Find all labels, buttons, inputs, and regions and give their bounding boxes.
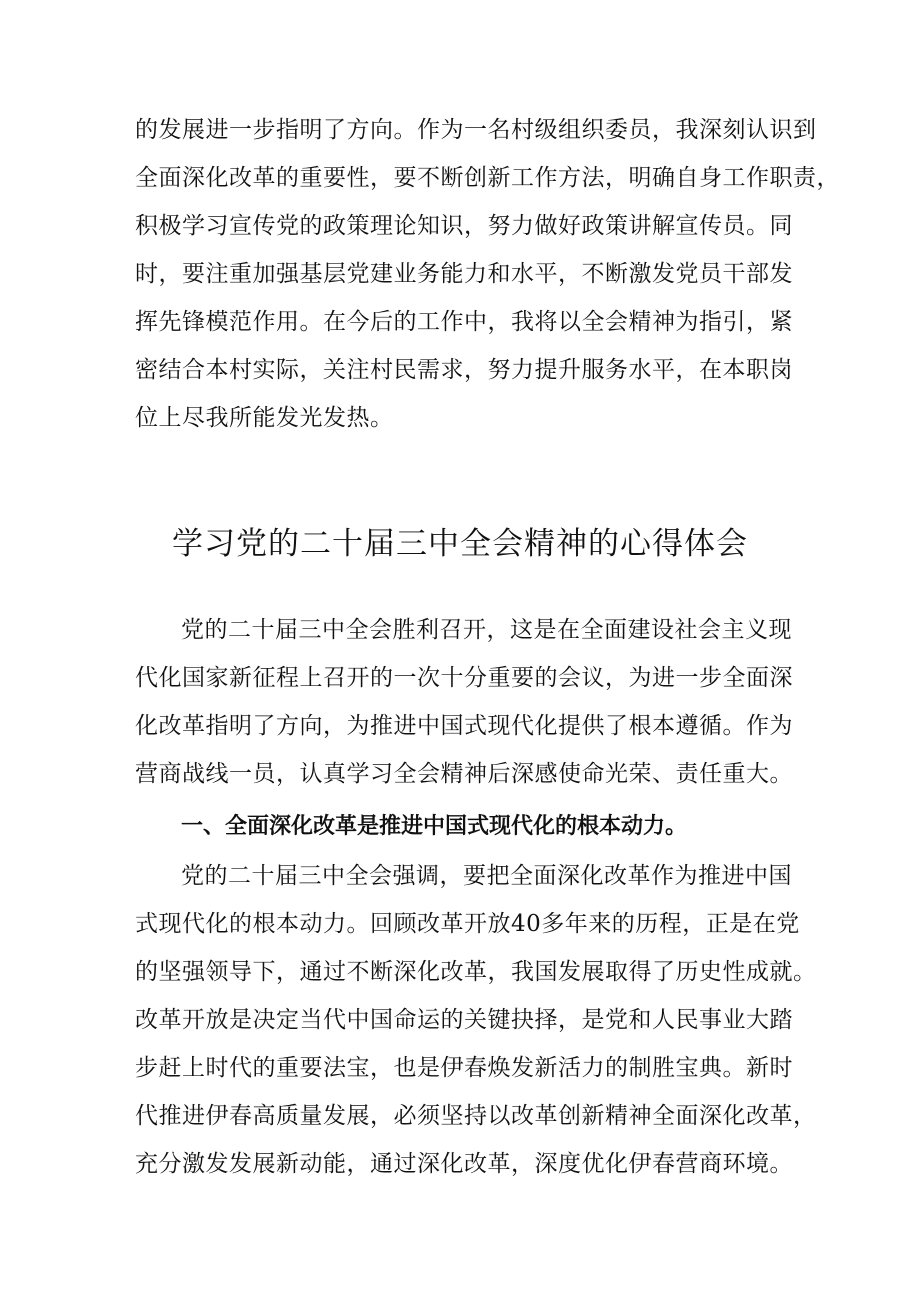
continued-paragraph <box>135 110 840 431</box>
section-heading-block <box>135 807 790 847</box>
section-heading: 一、全面深化改革是推进中国式现代化的根本动力。 <box>181 814 688 839</box>
paragraph-line: 代推进伊春高质量发展，必须坚持以改革创新精神全面深化改革， <box>135 1103 817 1129</box>
paragraph-line: 全面深化改革的重要性，要不断创新工作方法，明确自身工作职责， <box>135 165 840 191</box>
paragraph-line: 位上尽我所能发光发热。 <box>135 405 394 431</box>
paragraph-line: 党的二十届三中全会强调，要把全面深化改革作为推进中国 <box>181 863 792 889</box>
paragraph-line: 的发展进一步指明了方向。作为一名村级组织委员，我深刻认识到 <box>135 117 817 143</box>
intro-paragraph <box>135 610 793 810</box>
paragraph-line: 式现代化的根本动力。回顾改革开放40多年来的历程，正是在党 <box>135 911 800 937</box>
paragraph-line: 充分激发发展新动能，通过深化改革，深度优化伊春营商环境。 <box>135 1151 793 1177</box>
article-title: 学习党的二十届三中全会精神的心得体会 <box>172 526 748 562</box>
paragraph-line: 步赶上时代的重要法宝，也是伊春焕发新活力的制胜宝典。新时 <box>135 1055 793 1081</box>
body-paragraph <box>135 856 817 1196</box>
paragraph-line: 时，要注重加强基层党建业务能力和水平，不断激发党员干部发 <box>135 261 793 287</box>
paragraph-line: 党的二十届三中全会胜利召开，这是在全面建设社会主义现 <box>181 617 792 643</box>
paragraph-line: 密结合本村实际，关注村民需求，努力提升服务水平，在本职岗 <box>135 357 793 383</box>
paragraph-line: 营商战线一员，认真学习全会精神后深感使命光荣、责任重大。 <box>135 761 793 787</box>
paragraph-line: 代化国家新征程上召开的一次十分重要的会议，为进一步全面深 <box>135 665 793 691</box>
paragraph-line: 积极学习宣传党的政策理论知识，努力做好政策讲解宣传员。同 <box>135 213 793 239</box>
paragraph-line: 的坚强领导下，通过不断深化改革，我国发展取得了历史性成就。 <box>135 959 817 985</box>
paragraph-line: 改革开放是决定当代中国命运的关键抉择，是党和人民事业大踏 <box>135 1007 793 1033</box>
paragraph-line: 化改革指明了方向，为推进中国式现代化提供了根本遵循。作为 <box>135 713 793 739</box>
paragraph-line: 挥先锋模范作用。在今后的工作中，我将以全会精神为指引，紧 <box>135 309 793 335</box>
